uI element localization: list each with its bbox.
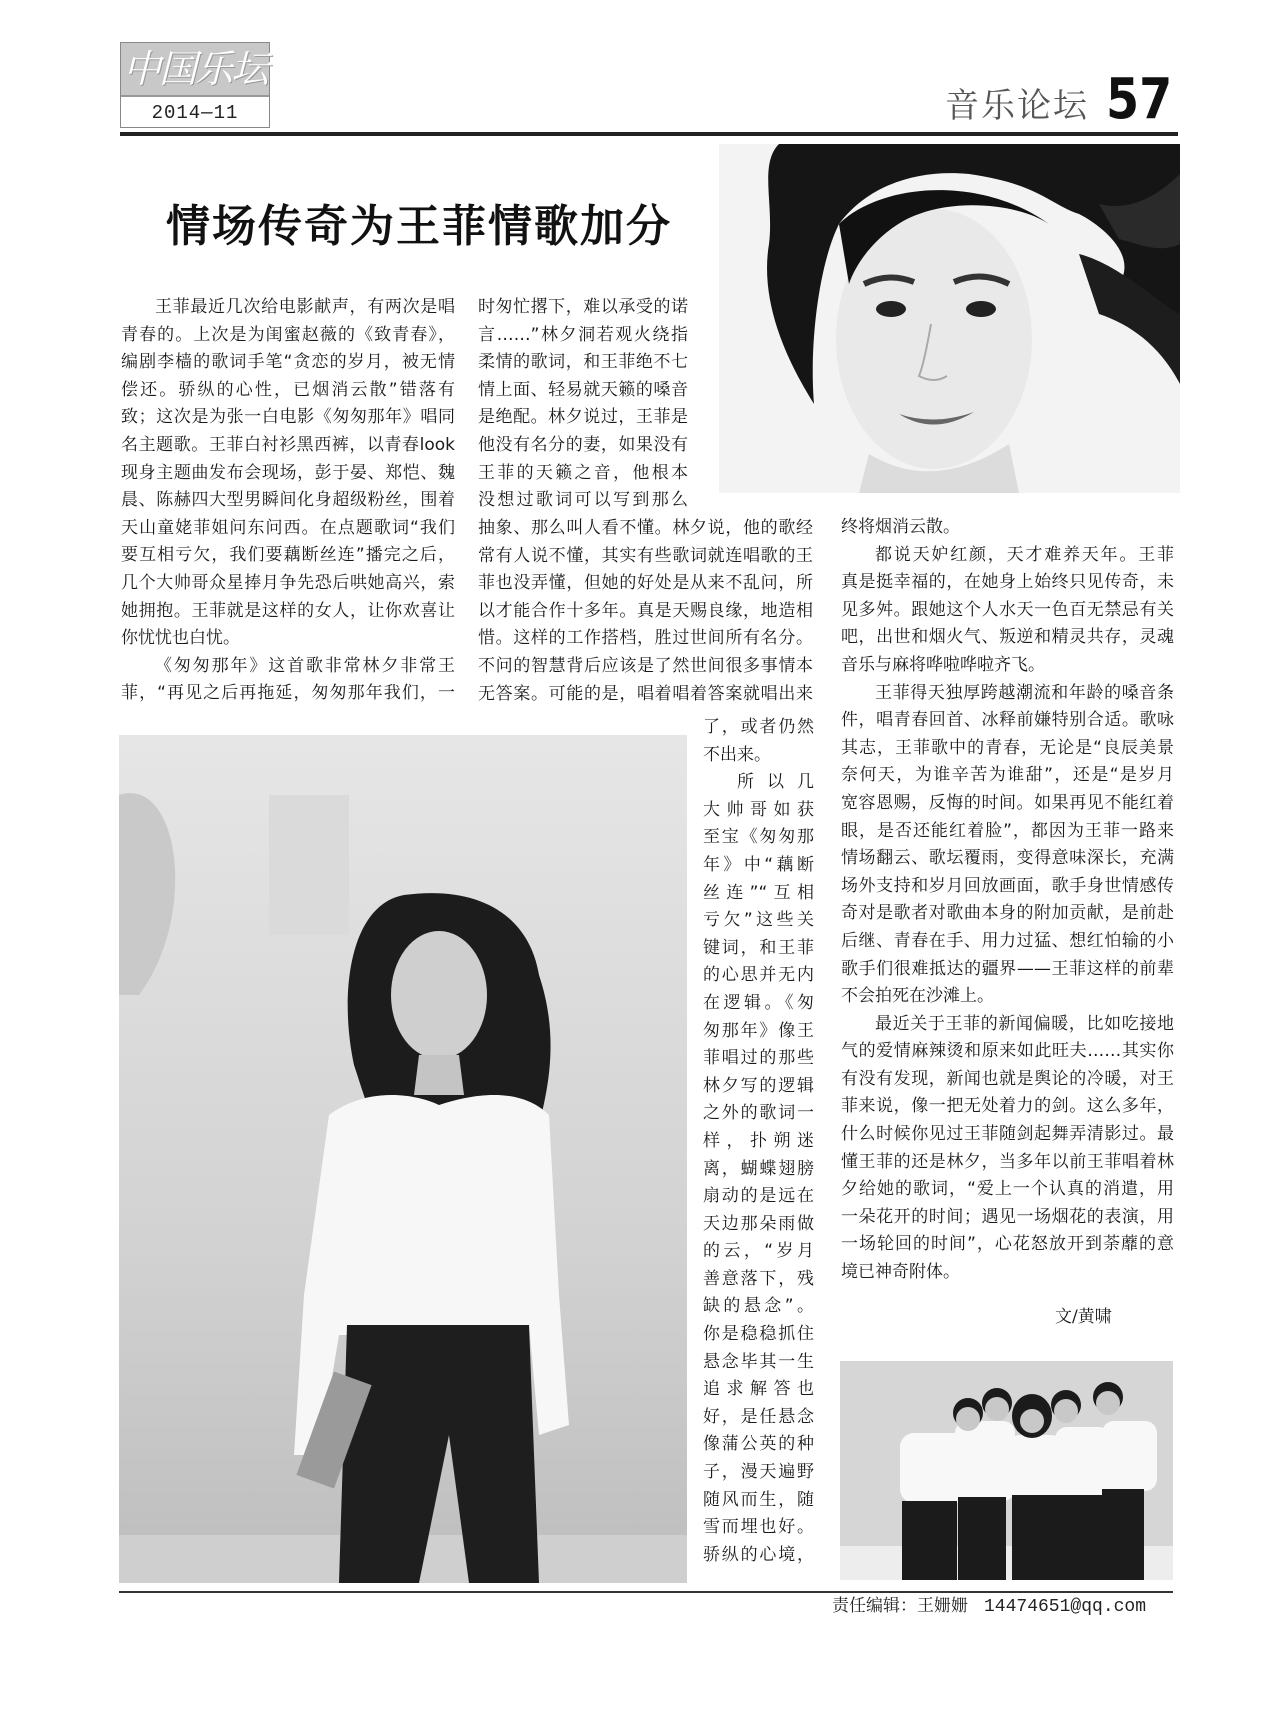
text-line: 他没有名分的妻，如果没有 — [478, 434, 688, 455]
text-line: 夕给她的歌词，“爱上一个认真的消遣，用 — [841, 1179, 1174, 1200]
text-line: 时匆忙撂下，难以承受的诺 — [478, 297, 688, 317]
logo-title: 中国乐坛 — [121, 43, 269, 97]
text-line: 抽象、那么叫人看不懂。林夕说，他的歌经 — [478, 518, 813, 538]
text-line: 境已神奇附体。 — [841, 1262, 960, 1283]
text-line: 都说天妒红颜，天才难养天年。王菲 — [875, 544, 1174, 565]
text-line: 你忧忧也白忧。 — [121, 628, 240, 649]
text-line: 名主题歌。王菲白衬衫黑西裤，以青春look — [121, 434, 455, 455]
text-line: 情场翻云、歌坛覆雨，变得意味深长，充满 — [841, 848, 1174, 869]
text-line: 像蒲公英的种 — [703, 1434, 814, 1455]
text-line: 天山童姥菲姐问东问西。在点题歌词“我们 — [121, 517, 455, 538]
article-column-3 — [841, 514, 1174, 1287]
text-line: 常有人说不懂，其实有些歌词就连唱歌的王 — [478, 545, 813, 566]
text-line: 音乐与麻将哗啦哗啦齐飞。 — [841, 654, 1045, 675]
text-line: 骄纵的心境， — [703, 1544, 814, 1565]
text-line: 在逻辑。《匆 — [703, 992, 814, 1013]
text-line: 一朵花开的时间；遇见一场烟花的表演，用 — [841, 1206, 1174, 1227]
text-line: 以才能合作十多年。真是天赐良缘，地造相 — [478, 600, 813, 621]
text-line: 情上面、轻易就天籁的嗓音 — [478, 379, 688, 400]
text-line: 她拥抱。王菲就是这样的女人，让你欢喜让 — [121, 600, 455, 621]
section-name: 音乐论坛 — [945, 86, 1089, 126]
text-line: 匆那年》像王 — [703, 1020, 814, 1041]
text-line: 最近关于王菲的新闻偏暖，比如吃接地 — [875, 1013, 1174, 1034]
text-line: 不出来。 — [703, 744, 771, 765]
text-line: 缺的悬念”。 — [703, 1296, 814, 1317]
text-line: 的心思并无内 — [703, 965, 814, 986]
text-line: 真是挺幸福的，在她身上始终只见传奇，未 — [841, 572, 1174, 593]
article-title: 情场传奇为王菲情歌加分 — [166, 201, 672, 252]
text-line: 至宝《匆匆那 — [703, 827, 814, 848]
text-line: 好，是任悬念 — [703, 1406, 814, 1427]
text-line: 吧，出世和烟火气、叛逆和精灵共存，灵魂 — [841, 627, 1174, 648]
text-line: 王菲得天独厚跨越潮流和年龄的嗓音条 — [875, 682, 1174, 703]
text-line: 随风而生，随 — [703, 1489, 814, 1510]
text-line: 场外支持和岁月回放画面，歌手身世情感传 — [841, 875, 1174, 896]
text-line: 不会拍死在沙滩上。 — [841, 986, 994, 1007]
group-photo — [840, 1361, 1173, 1580]
text-line: 你是稳稳抓住 — [703, 1324, 814, 1345]
text-line: 柔情的歌词，和王菲绝不七 — [478, 352, 688, 373]
text-line: 奈何天，为谁辛苦为谁甜”，还是“是岁月 — [841, 765, 1174, 786]
text-line: 终将烟消云散。 — [841, 517, 960, 537]
text-line: 菲唱过的那些 — [703, 1048, 814, 1069]
text-line: 奇对是歌者对歌曲本身的附加贡献，是前赴 — [841, 903, 1174, 924]
text-line: 王菲最近几次给电影献声，有两次是唱 — [155, 297, 455, 317]
text-line: 惜。这样的工作搭档，胜过世间所有名分。 — [478, 628, 813, 649]
text-line: 言……”林夕洞若观火绕指 — [478, 324, 688, 345]
text-line: 偿还。骄纵的心性，已烟消云散”错落有 — [121, 379, 455, 400]
text-line: 眼，是否还能红着脸”，都因为王菲一路来 — [841, 820, 1174, 841]
text-line: 是绝配。林夕说过，王菲是 — [478, 407, 688, 428]
article-column-1 — [121, 294, 455, 708]
magazine-logo — [120, 42, 270, 128]
text-line: 了，或者仍然 — [703, 717, 814, 737]
text-line: 的云，“岁月 — [703, 1241, 814, 1262]
portrait-photo — [719, 144, 1180, 493]
text-line: 《匆匆那年》这首歌非常林夕非常王 — [155, 655, 455, 676]
text-line: 亏欠”这些关 — [703, 910, 814, 931]
text-line: 王菲的天籁之音，他根本 — [478, 462, 688, 483]
text-line: 不问的智慧背后应该是了然世间很多事情本 — [478, 655, 813, 676]
text-line: 追求解答也 — [703, 1379, 814, 1400]
issue-date: 2014—11 — [151, 102, 239, 124]
editor-credit: 责任编辑：王姗姗 — [832, 1596, 968, 1616]
header-rule — [120, 132, 1178, 136]
text-line: 宽容恩赐，反悔的时间。如果再见不能红着 — [841, 792, 1174, 813]
text-line: 致；这次是为张一白电影《匆匆那年》唱同 — [121, 407, 455, 428]
footer — [832, 1595, 1146, 1618]
text-line: 后继、青春在手、用力过猛、想红怕输的小 — [841, 930, 1174, 951]
text-line: 大帅哥如获 — [703, 799, 814, 820]
text-line: 扇动的是远在 — [703, 1186, 814, 1207]
article-column-2-top — [478, 294, 688, 515]
event-photo — [119, 735, 687, 1583]
text-line: 离，蝴蝶翅膀 — [703, 1158, 814, 1179]
article-column-2-middle — [478, 515, 813, 708]
text-line: 懂王菲的还是林夕，当多年以前王菲唱着林 — [841, 1151, 1174, 1172]
text-line: 菲来说，像一把无处着力的剑。这么多年， — [841, 1096, 1174, 1117]
text-line: 有没有发现，新闻也就是舆论的冷暖，对王 — [841, 1068, 1174, 1089]
text-line: 雪而埋也好。 — [703, 1517, 814, 1538]
text-line: 没想过歌词可以写到那么 — [478, 490, 688, 511]
text-line: 晨、陈赫四大型男瞬间化身超级粉丝，围着 — [121, 490, 455, 511]
text-line: 要互相亏欠，我们要藕断丝连”播完之后， — [121, 545, 455, 566]
text-line: 几个大帅哥众星捧月争先恐后哄她高兴，索 — [121, 572, 455, 593]
text-line: 菲，“再见之后再拖延，匆匆那年我们，一 — [121, 683, 455, 704]
text-line: 件，唱青春回首、冰释前嫌特别合适。歌咏 — [841, 710, 1174, 731]
text-line: 菲也没弄懂，但她的好处是从来不乱问，所 — [478, 573, 813, 594]
text-line: 无答案。可能的是，唱着唱着答案就唱出来 — [478, 683, 813, 704]
text-line: 样，扑朔迷 — [703, 1130, 814, 1151]
text-line: 青春的。上次是为闺蜜赵薇的《致青春》， — [121, 324, 455, 345]
article-column-narrow — [703, 714, 814, 1569]
text-line: 其志，王菲歌中的青春，无论是“良辰美景 — [841, 737, 1174, 758]
text-line: 键词，和王菲 — [703, 937, 814, 958]
text-line: 子，漫天遍野 — [703, 1462, 814, 1483]
text-line: 一场轮回的时间”，心花怒放开到荼蘼的意 — [841, 1234, 1174, 1255]
text-line: 年》中“藕断 — [703, 854, 814, 875]
text-line: 什么时候你见过王菲随剑起舞弄清影过。最 — [841, 1124, 1174, 1145]
text-line: 天边那朵雨做 — [703, 1213, 814, 1234]
text-line: 气的爱情麻辣烫和原来如此旺夫……其实你 — [841, 1041, 1174, 1062]
page-number: 57 — [1106, 67, 1173, 132]
text-line: 所以几 — [737, 772, 814, 793]
text-line: 悬念毕其一生 — [703, 1351, 814, 1372]
editor-email: 14474651@qq.com — [984, 1597, 1147, 1617]
text-line: 编剧李樯的歌词手笔“贪恋的岁月，被无情 — [121, 352, 455, 373]
text-line: 见多舛。跟她这个人水天一色百无禁忌有关 — [841, 599, 1174, 620]
text-line: 现身主题曲发布会现场，彭于晏、郑恺、魏 — [121, 462, 455, 483]
text-line: 歌手们很难抵达的疆界——王菲这样的前辈 — [841, 958, 1174, 979]
text-line: 丝连”“互相 — [703, 882, 814, 903]
footer-rule — [119, 1591, 1173, 1593]
text-line: 林夕写的逻辑 — [703, 1075, 814, 1096]
byline: 文/黄啸 — [1055, 1307, 1112, 1327]
text-line: 之外的歌词一 — [703, 1103, 814, 1124]
text-line: 善意落下，残 — [703, 1268, 814, 1289]
